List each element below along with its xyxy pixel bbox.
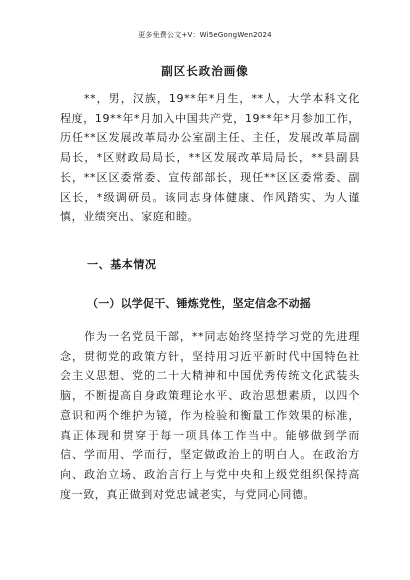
document-title: 副区长政治画像 — [161, 64, 249, 78]
sub-heading: （一）以学促干、锤炼党性，坚定信念不动摇 — [87, 297, 311, 310]
intro-paragraph: **，男，汉族，19**年*月生，**人，大学本科文化程度，19**年*月加入中国共产党，19**年*月参加工作，历任**区发展改革局办公室副主任、主任，发展改革局副局长，*区财政局局长，**区发展改革局局长，**县副县长，**区区委常委、宣传部部长，现任**区区委常委、副区长，*级调研员。该同志身体健康、作风踏实、为人谨慎，业绩突出、家庭和睦。 — [60, 92, 360, 224]
section-heading: 一、基本情况 — [87, 258, 157, 271]
body-paragraph: 作为一名党员干部，**同志始终坚持学习党的先进理念，贯彻党的政策方针，坚持用习近平新时代中国特色社会主义思想、党的二十大精神和中国优秀传统文化武装头脑，不断提高自身政策理论水平、政治思想素质，以四个意识和两个维护为镜，作为检验和衡量工作效果的标准，真正体现和贯穿于每一项具体工作当中。能够做到学而信、学而用、学而行，坚定做政治上的明白人。在政治方向、政治立场、政治言行上与党中央和上级党组织保持高度一致，真正做到对党忠诚老实，与党同心同德。 — [60, 330, 360, 501]
header-note: 更多免费公文+V：Wi5eGongWen2024 — [138, 31, 272, 39]
